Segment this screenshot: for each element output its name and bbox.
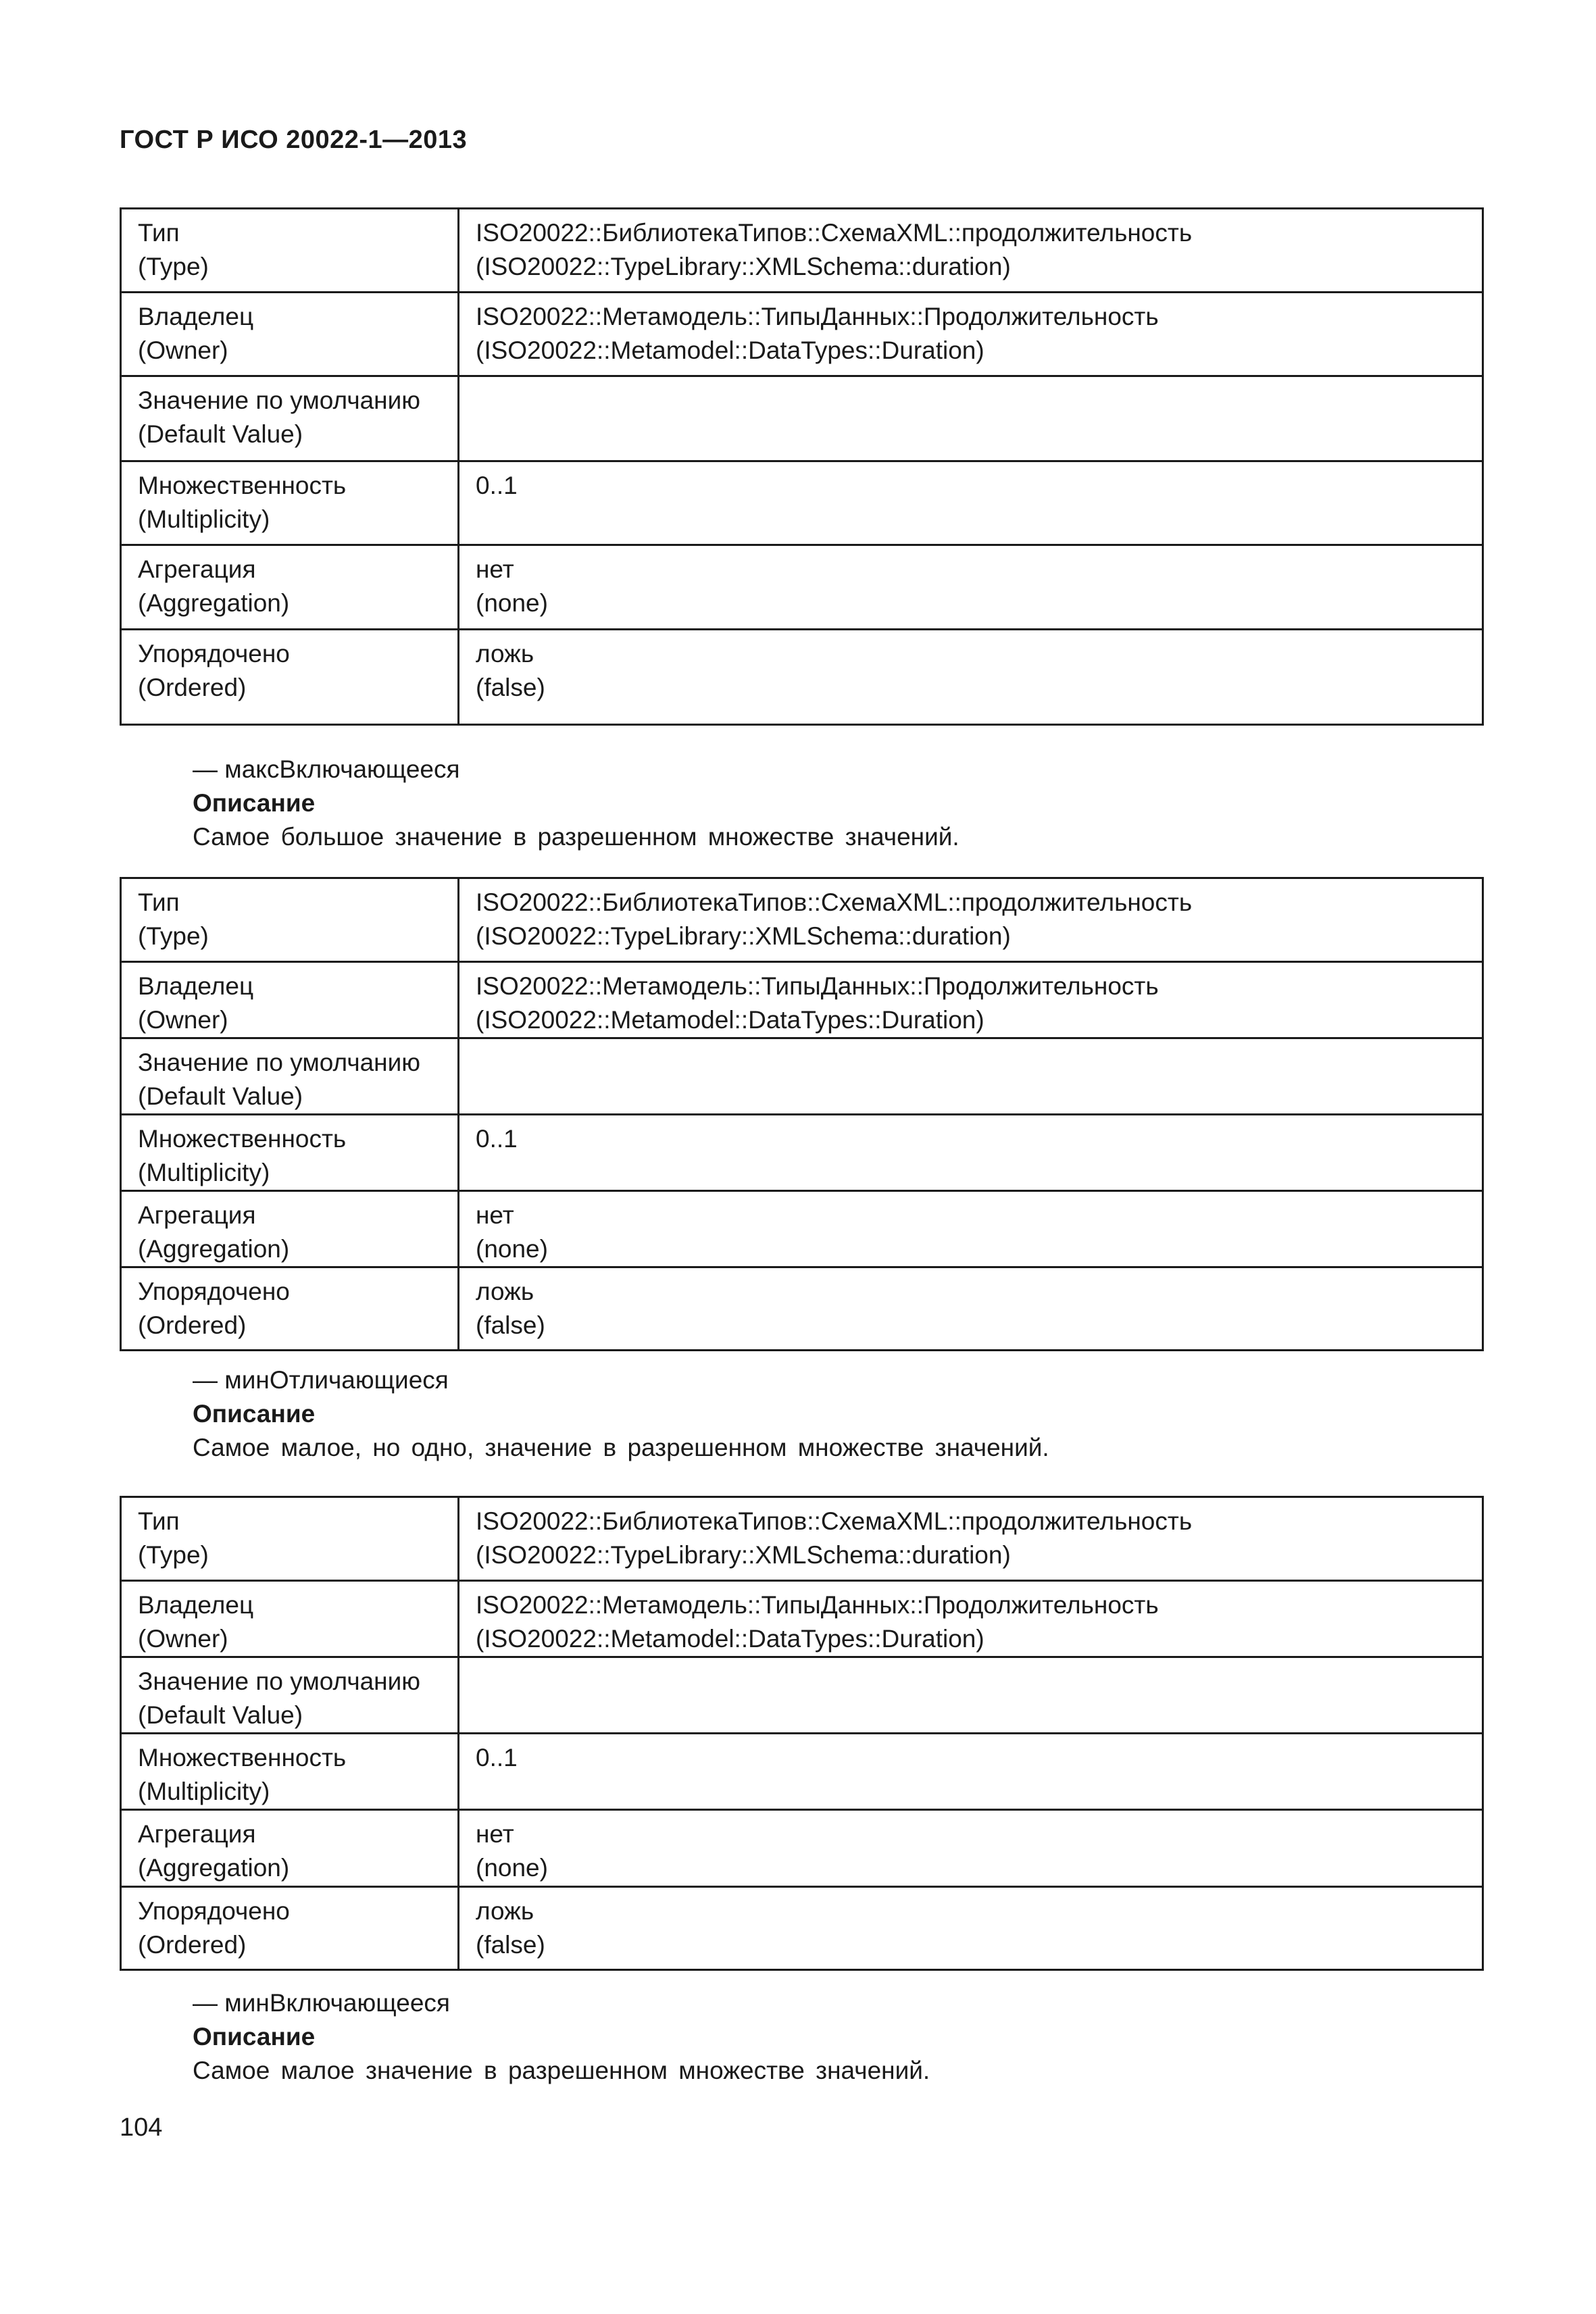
property-name-cell: Агрегация (Aggregation): [121, 545, 459, 630]
property-name-cell: Множественность (Multiplicity): [121, 1734, 459, 1810]
property-name-cell: Тип (Type): [121, 209, 459, 293]
property-value-cell: ложь (false): [459, 1887, 1483, 1970]
attribute-section: [193, 1986, 930, 2088]
table-row: [121, 1115, 1483, 1191]
properties-table: [120, 877, 1484, 1351]
description-title: Описание: [193, 2023, 316, 2051]
property-value-cell: нет (none): [459, 545, 1483, 630]
property-value-cell: ISO20022::БиблиотекаТипов::СхемаXML::продолжительность (ISO20022::TypeLibrary::XMLSchema::duration): [459, 1497, 1483, 1581]
description-text: Самое большое значение в разрешенном множестве значений.: [193, 823, 959, 851]
property-name-cell: Упорядочено (Ordered): [121, 630, 459, 725]
property-value-cell: [459, 1038, 1483, 1115]
table-row: [121, 962, 1483, 1038]
property-name-cell: Агрегация (Aggregation): [121, 1810, 459, 1887]
description-text: Самое малое, но одно, значение в разрешенном множестве значений.: [193, 1434, 1049, 1461]
property-name-cell: Упорядочено (Ordered): [121, 1887, 459, 1970]
property-value-cell: ISO20022::БиблиотекаТипов::СхемаXML::продолжительность (ISO20022::TypeLibrary::XMLSchema::duration): [459, 878, 1483, 962]
table-row: [121, 1497, 1483, 1581]
table-row: [121, 1887, 1483, 1970]
table-row: [121, 630, 1483, 725]
property-value-cell: ISO20022::Метамодель::ТипыДанных::Продолжительность (ISO20022::Metamodel::DataTypes::Duration): [459, 1581, 1483, 1657]
property-name-cell: Агрегация (Aggregation): [121, 1191, 459, 1267]
page-number: 104: [120, 2113, 163, 2142]
properties-table: [120, 1496, 1484, 1971]
property-name-cell: Значение по умолчанию (Default Value): [121, 1038, 459, 1115]
property-value-cell: [459, 1657, 1483, 1734]
table-row: [121, 209, 1483, 293]
table-row: [121, 293, 1483, 376]
property-name-cell: Владелец (Owner): [121, 293, 459, 376]
property-value-cell: ложь (false): [459, 630, 1483, 725]
description-title: Описание: [193, 789, 316, 817]
property-name-cell: Значение по умолчанию (Default Value): [121, 1657, 459, 1734]
attribute-name: — минВключающееся: [193, 1989, 450, 2017]
table-row: [121, 1267, 1483, 1351]
property-name-cell: Владелец (Owner): [121, 962, 459, 1038]
table-row: [121, 461, 1483, 545]
table-row: [121, 545, 1483, 630]
property-value-cell: ISO20022::Метамодель::ТипыДанных::Продолжительность (ISO20022::Metamodel::DataTypes::Duration): [459, 293, 1483, 376]
description-text: Самое малое значение в разрешенном множестве значений.: [193, 2057, 930, 2084]
table-row: [121, 1581, 1483, 1657]
table-row: [121, 1734, 1483, 1810]
document-header: ГОСТ Р ИСО 20022-1—2013: [120, 126, 468, 154]
table-row: [121, 878, 1483, 962]
property-name-cell: Значение по умолчанию (Default Value): [121, 376, 459, 461]
property-name-cell: Тип (Type): [121, 1497, 459, 1581]
attribute-name: — максВключающееся: [193, 755, 460, 783]
attribute-section: [193, 753, 959, 854]
property-value-cell: [459, 376, 1483, 461]
attribute-section: [193, 1363, 1049, 1465]
property-name-cell: Множественность (Multiplicity): [121, 1115, 459, 1191]
properties-table: [120, 207, 1484, 726]
property-value-cell: ISO20022::БиблиотекаТипов::СхемаXML::продолжительность (ISO20022::TypeLibrary::XMLSchema::duration): [459, 209, 1483, 293]
property-value-cell: ложь (false): [459, 1267, 1483, 1351]
property-value-cell: 0..1: [459, 1734, 1483, 1810]
description-title: Описание: [193, 1400, 316, 1428]
property-name-cell: Множественность (Multiplicity): [121, 461, 459, 545]
property-value-cell: 0..1: [459, 461, 1483, 545]
property-name-cell: Упорядочено (Ordered): [121, 1267, 459, 1351]
property-name-cell: Тип (Type): [121, 878, 459, 962]
property-value-cell: нет (none): [459, 1191, 1483, 1267]
property-value-cell: 0..1: [459, 1115, 1483, 1191]
table-row: [121, 376, 1483, 461]
attribute-name: — минОтличающиеся: [193, 1366, 449, 1394]
property-value-cell: ISO20022::Метамодель::ТипыДанных::Продолжительность (ISO20022::Metamodel::DataTypes::Duration): [459, 962, 1483, 1038]
property-value-cell: нет (none): [459, 1810, 1483, 1887]
table-row: [121, 1657, 1483, 1734]
table-row: [121, 1191, 1483, 1267]
property-name-cell: Владелец (Owner): [121, 1581, 459, 1657]
table-row: [121, 1038, 1483, 1115]
table-row: [121, 1810, 1483, 1887]
